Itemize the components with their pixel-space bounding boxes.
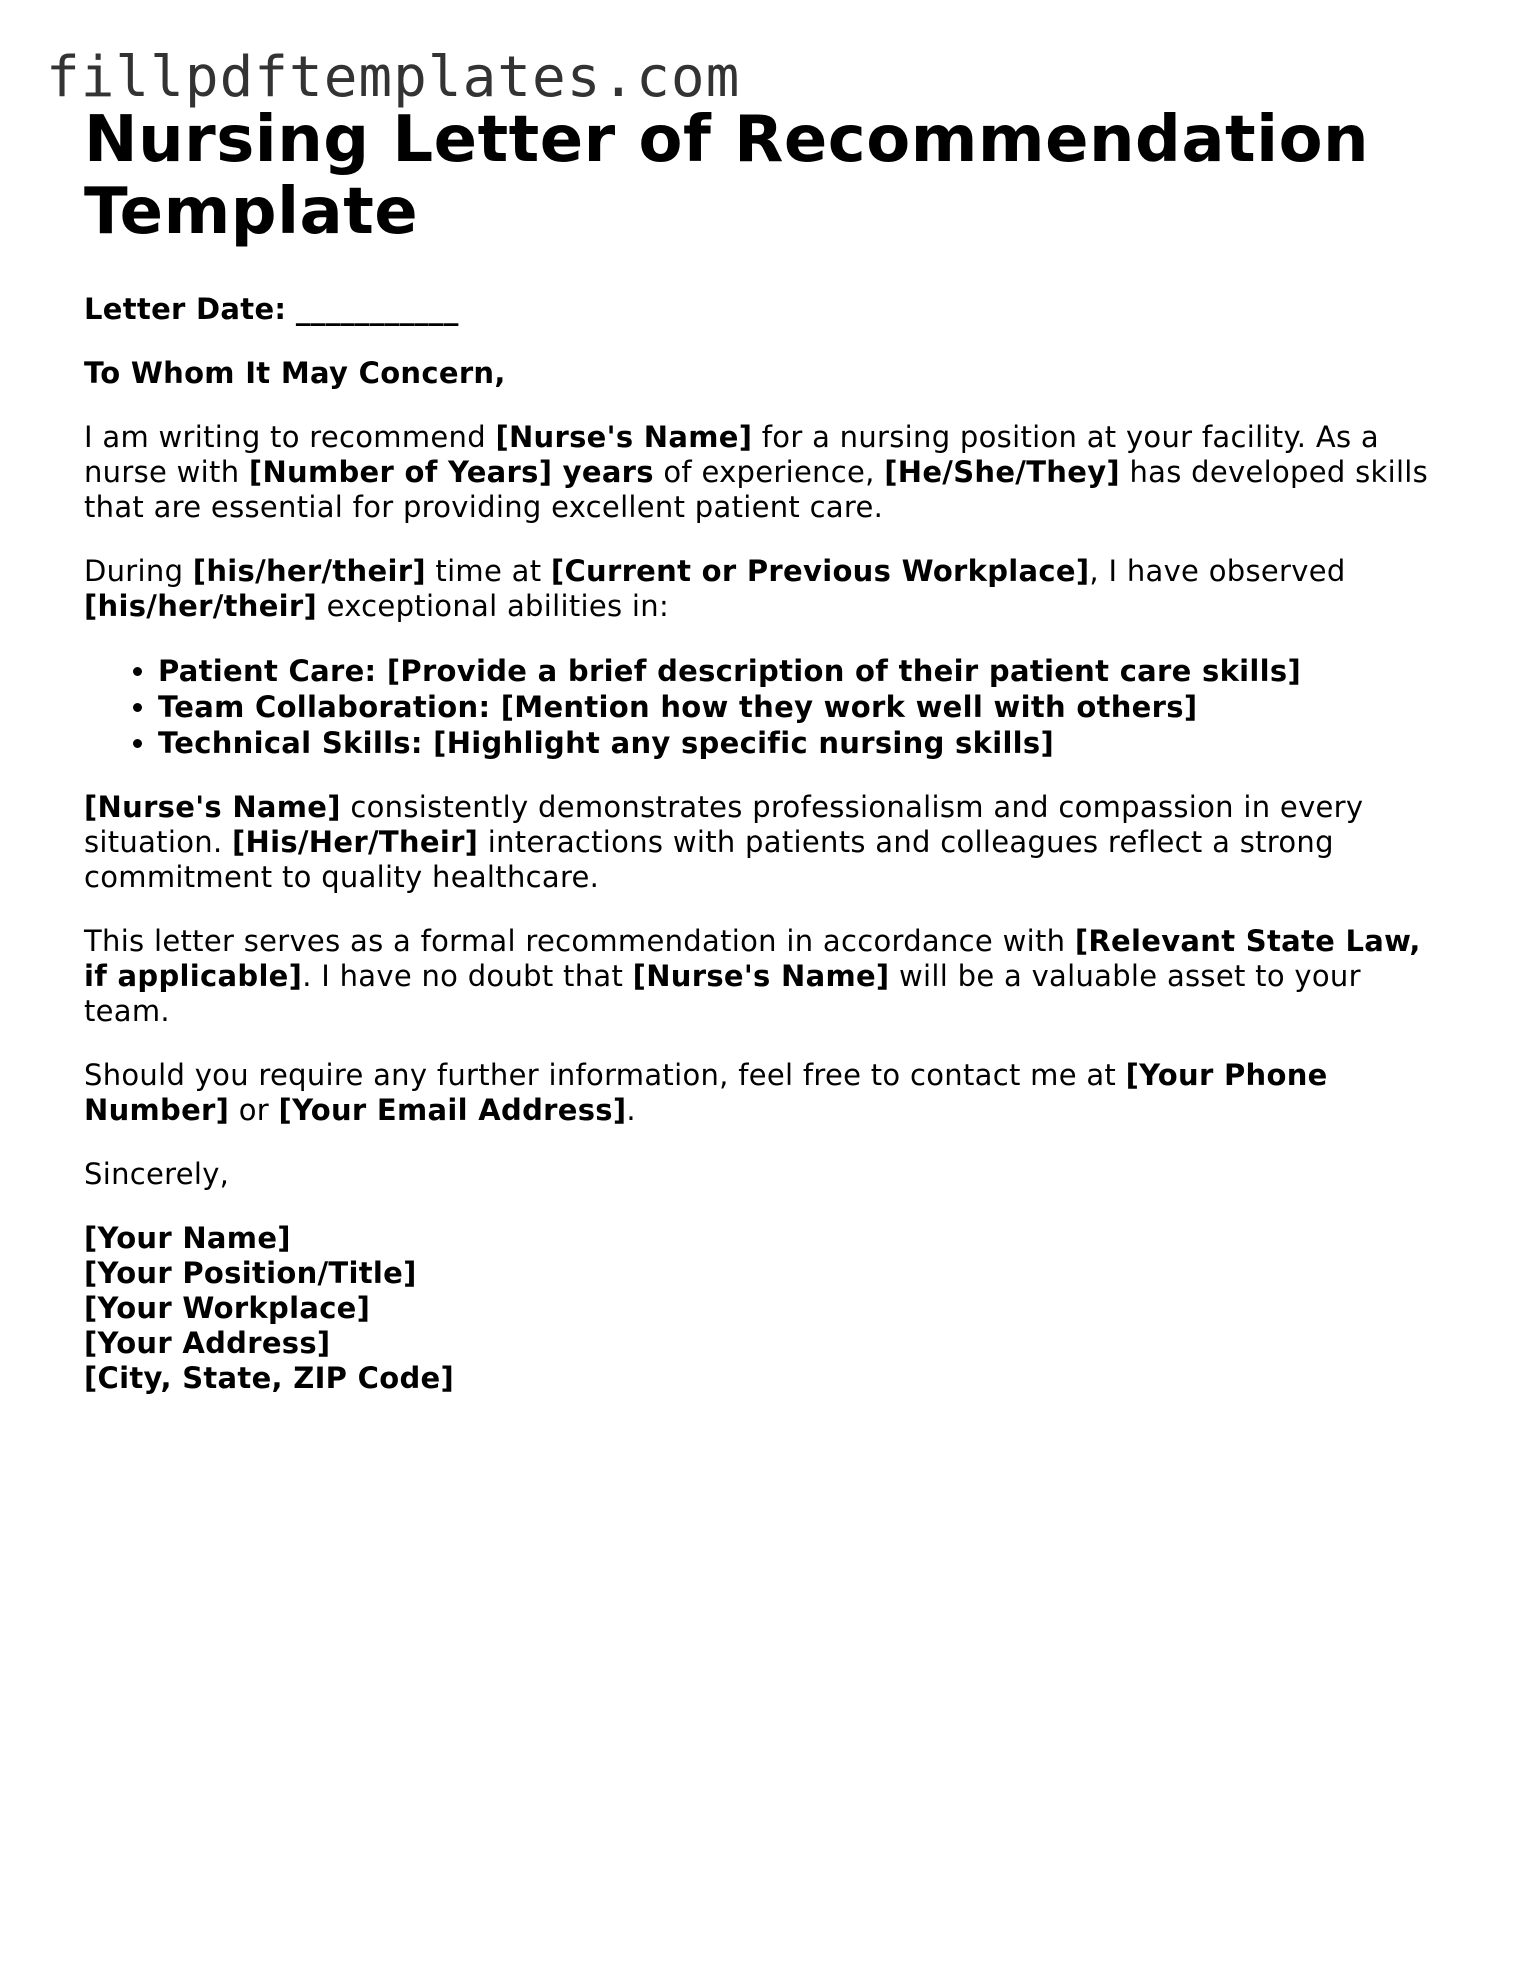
contact-paragraph	[84, 1058, 1454, 1128]
placeholder-nurse-name: [Nurse's Name]	[84, 790, 341, 824]
placeholder-state-law: [Relevant State Law, if applicable]	[84, 924, 1421, 993]
placeholder-nurse-name: [Nurse's Name]	[495, 420, 753, 454]
placeholder-phone: [Your Phone Number]	[84, 1058, 1328, 1127]
letter-document	[84, 104, 1454, 1396]
intro-paragraph	[84, 420, 1454, 525]
placeholder-nurse-name: [Nurse's Name]	[632, 959, 890, 993]
placeholder-pronoun: [His/Her/Their]	[231, 825, 479, 859]
text-run: time at	[425, 554, 551, 588]
ability-item-technical-skills: • Technical Skills: [Highlight any specific nursing skills]	[158, 725, 1454, 761]
text-run: exceptional abilities in:	[317, 589, 670, 623]
signature-city-state-zip: [City, State, ZIP Code]	[84, 1361, 455, 1395]
text-run: for a nursing position at your facility. As a nurse with	[84, 420, 1379, 489]
placeholder-possessive: [his/her/their]	[84, 589, 318, 623]
text-run: .	[626, 1093, 636, 1127]
text-run: Should you require any further information, feel free to contact me at	[84, 1058, 1126, 1092]
document-title: Nursing Letter of Recommendation Template	[84, 103, 1370, 249]
text-run: consistently demonstrates professionalism and compassion in every situation.	[84, 790, 1364, 859]
text-run: of experience,	[653, 455, 885, 489]
signature-workplace: [Your Workplace]	[84, 1291, 371, 1325]
closing: Sincerely,	[84, 1157, 230, 1191]
professionalism-paragraph	[84, 790, 1454, 895]
ability-item-patient-care: • Patient Care: [Provide a brief description of their patient care skills]	[158, 653, 1454, 689]
placeholder-workplace: [Current or Previous Workplace]	[550, 554, 1090, 588]
signature-title: [Your Position/Title]	[84, 1256, 417, 1290]
placeholder-email: [Your Email Address]	[278, 1093, 627, 1127]
salutation	[84, 356, 1454, 391]
signature-block	[84, 1221, 1454, 1396]
placeholder-pronoun: [He/She/They]	[884, 455, 1120, 489]
letter-date-label: Letter Date:	[84, 292, 287, 326]
text-run: interactions with patients and colleagues reflect a strong commitment to quality healthcare.	[84, 825, 1334, 894]
text-run: has developed skills that are essential for providing excellent patient care.	[84, 455, 1429, 524]
text-run: This letter serves as a formal recommendation in accordance with	[84, 924, 1075, 958]
text-run: I am writing to recommend	[84, 420, 496, 454]
signature-address: [Your Address]	[84, 1326, 331, 1360]
placeholder-years: [Number of Years] years	[248, 455, 654, 489]
text-run: During	[84, 554, 193, 588]
recommendation-paragraph	[84, 924, 1454, 1029]
signature-name: [Your Name]	[84, 1221, 291, 1255]
text-run: or	[229, 1093, 279, 1127]
salutation-text: To Whom It May Concern,	[84, 356, 506, 390]
abilities-list	[84, 653, 1454, 761]
text-run: will be a valuable asset to your team.	[84, 959, 1361, 1028]
letter-date-blank: ___________	[295, 292, 459, 326]
placeholder-possessive: [his/her/their]	[192, 554, 426, 588]
text-run: , I have observed	[1089, 554, 1346, 588]
letter-date-line	[84, 292, 1454, 327]
text-run: . I have no doubt that	[302, 959, 633, 993]
ability-item-team-collaboration: • Team Collaboration: [Mention how they work well with others]	[158, 689, 1454, 725]
workplace-paragraph	[84, 554, 1454, 624]
site-watermark: fillpdftemplates.com	[46, 45, 741, 110]
